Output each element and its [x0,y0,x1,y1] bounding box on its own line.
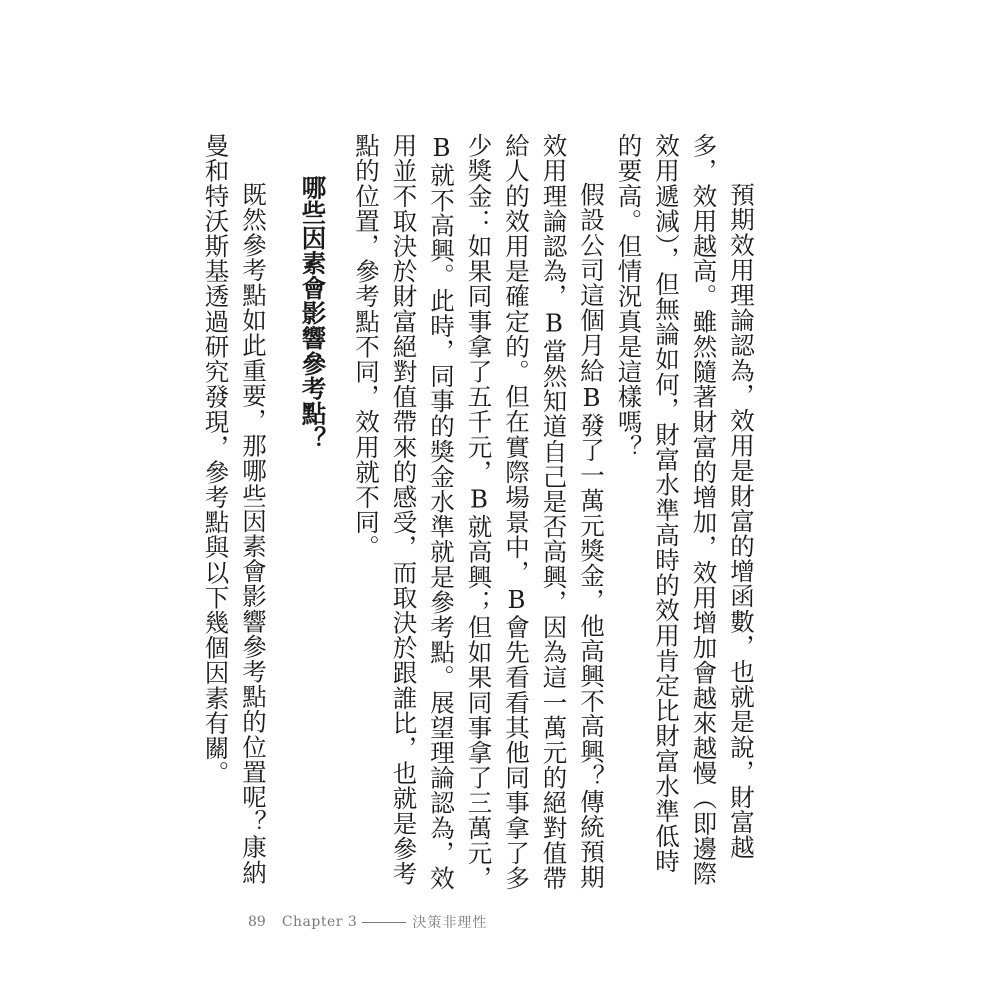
body-paragraph-1: 預期效用理論認為，效用是財富的增函數，也就是說，財富越多，效用越高。雖然隨著財富的增加，效用增加會越來越慢（即邊際效用遞減），但無論如何，財富水準高時的效用肯定比財富水準低時的要高。但情況真是這樣嗎？ [614,133,756,886]
page-body [201,133,760,893]
body-paragraph-2: 假設公司這個月給B發了一萬元獎金，他高興不高興？傳統預期效用理論認為，B當然知道自己是否高興，因為這一萬元的絕對值帶給人的效用是確定的。但在實際場景中，B會先看看其他同事拿了多少獎金：如果同事拿了五千元，B就高興；但如果同事拿了三萬元，B就不高興。此時，同事的獎金水準就是參考點。展望理論認為，效用並不取決於財富絕對值帶來的感受，而取決於跟誰比，也就是參考點的位置，參考點不同，效用就不同。 [352,133,606,891]
page-number: 89 [248,914,266,930]
section-heading: 哪些因素會影響參考點？ [298,175,328,452]
footer-divider [362,922,406,923]
page-footer [248,909,748,935]
chapter-label: Chapter 3 [281,914,358,930]
section-title: 決策非理性 [412,915,488,931]
body-paragraph-3: 既然參考點如此重要，那哪些因素會影響參考點的位置呢？康納曼和特沃斯基透過研究發現，參考點與以下幾個因素有關。 [201,133,268,885]
